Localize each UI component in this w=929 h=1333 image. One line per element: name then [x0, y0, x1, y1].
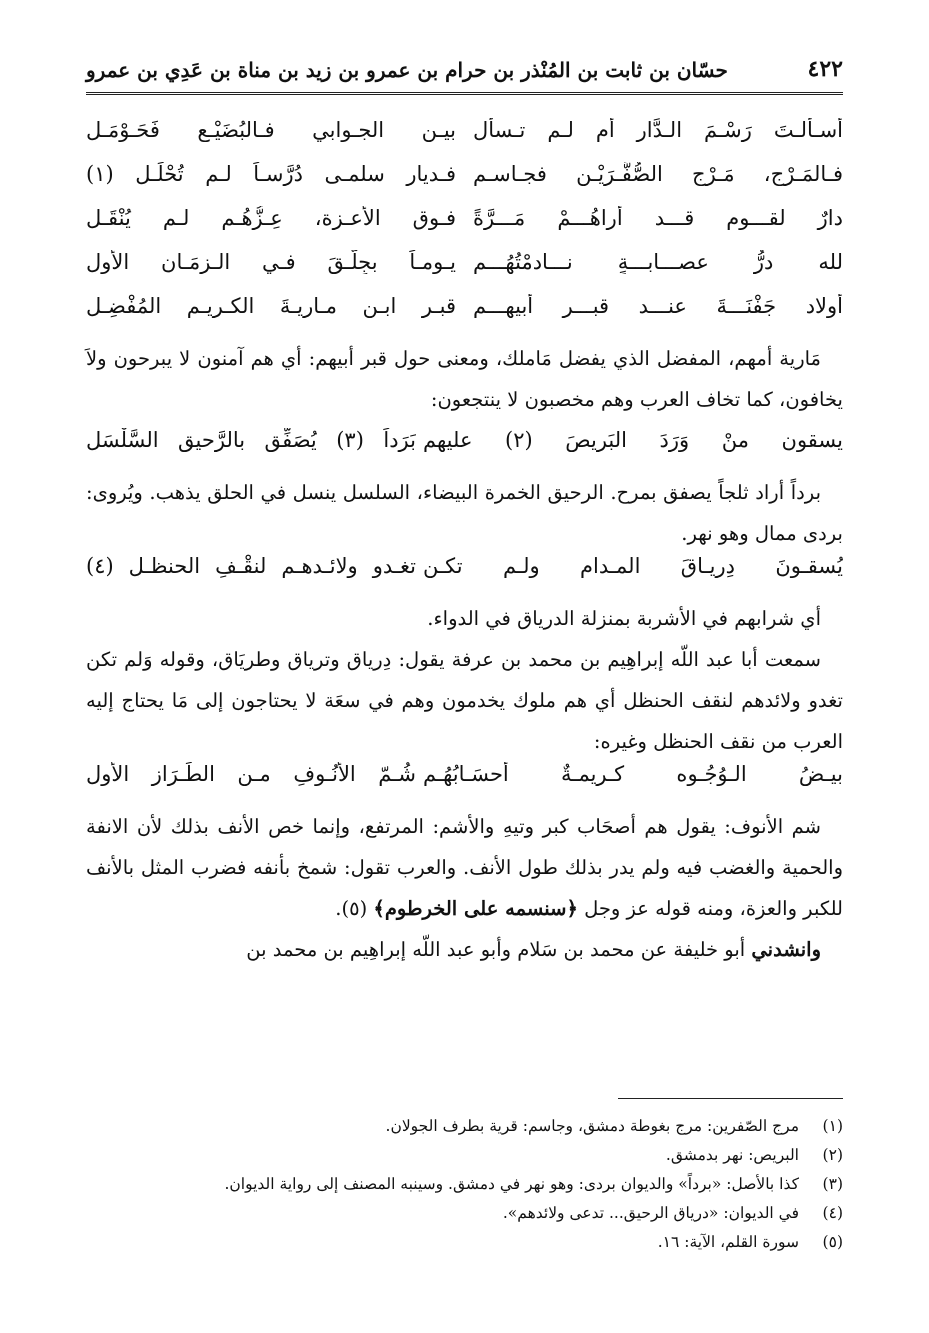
verse-line [86, 762, 843, 806]
footnote [86, 1141, 843, 1170]
commentary-paragraph [86, 929, 843, 970]
verse-second-hemistich: شُـمّ الأُنُـوفِ مـن الطِّـرَازِ الأول [86, 762, 416, 786]
main-text [86, 118, 843, 970]
narration-lead-word: وانشدني [751, 938, 821, 961]
verse-second-hemistich: بَرَداً (٣) يُصَفِّق بالرَّحيقِ السَّلْسَلِ [86, 428, 416, 452]
running-header [86, 48, 843, 96]
running-title: حسّان بن ثابت بن المُنْذر بن حرام بن عمرو بن زيد بن مناة بن عَدِي بن عمرو [86, 58, 728, 82]
page-number: ٤٢٢ [807, 56, 843, 82]
verse-first-hemistich: أسـألـتَ رَسْـمَ الـدَّارِ أم لـم تـسأل [473, 118, 843, 142]
footnote-text: سورة القلم، الآية: ١٦. [657, 1233, 799, 1251]
paragraph-text: شم الأنوف: يقول هم أصحَاب كبر وتيهِ والأشم: المرتفع، وإنما خص الأنف بذلك لأن الانفة والحمية والغضب فيه ولم يدر بذلك طول الأنف. والعرب تقول: شمخ بأنفه فضرب المثل بالأنف للكبر والعزة، ومنه قوله عز وجل [86, 815, 843, 920]
verse-first-hemistich: أولاد جَفْنَـــةَ عنـــد قبـــرِ أبيهِـــم [473, 294, 843, 318]
verse-line [86, 294, 843, 338]
verse-line [86, 206, 843, 250]
paragraph-text: أبو خليفة عن محمد بن سَلام وأبو عبد اللّه إبراهِيم بن محمد بن [246, 938, 746, 961]
verse-second-hemistich: فـوق الأعـزة، عِـزُّهُـم لـم يُنْقَـلِ [86, 206, 456, 230]
footnote-number: (٢) [822, 1146, 843, 1164]
verse-line [86, 554, 843, 598]
verse-line [86, 162, 843, 206]
footnote-text: كذا بالأصل: «برداً» والديوان بردى: وهو نهر في دمشق. وسينبه المصنف إلى رواية الديوان. [224, 1175, 799, 1193]
verse-first-hemistich: فـالمَـرْجِ، مَـرْجِ الصُّفَّـرَيْـن فجـاسـم [473, 162, 843, 186]
footnote-number: (٤) [822, 1204, 843, 1222]
verse-second-hemistich: بيـن الجـوابي فـالبُضَيْـع فَحَـوْمَـلِ [86, 118, 456, 142]
footnote [86, 1199, 843, 1228]
footnote [86, 1112, 843, 1141]
verse-first-hemistich: يُسقـونَ دِريـاقَ المـدام ولـم تكـن [423, 554, 843, 578]
commentary-paragraph: أي شرابهم في الأشربة بمنزلة الدرياق في الدواء. [427, 607, 821, 630]
verse-line [86, 428, 843, 472]
commentary-paragraph: سمعت أبا عبد اللّه إبراهِيم بن محمد بن عرفة يقول: دِرياق وترياق وطريَاق، وقوله وَلم تكن تغدو ولائدهم لنقف الحنظل أي هم ملوك يخدمون وهم في سعَة لا يحتاجون إلى مَا يحتاج إليه العرب من نقف الحنظل وغيره: [86, 648, 843, 753]
footnote-text: البريص: نهر بدمشق. [665, 1146, 799, 1164]
footnote-reference: (٥). [335, 897, 368, 920]
commentary-paragraph: برداً أراد ثلجاً يصفق بمرح. الرحيق الخمرة البيضاء، السلسل ينسل في الحلق يذهب. ويُروى: بردى ممال وهو نهر. [86, 481, 843, 545]
footnote-number: (٣) [822, 1175, 843, 1193]
verse-first-hemistich: يسقون منْ وَرَدَ البَريصَ (٢) عليهمِ [423, 428, 843, 452]
footnote-text: مرج الصّفرين: مرج بغوطة دمشق، وجاسم: قرية بطرف الجولان. [385, 1117, 799, 1135]
verse-first-hemistich: بيـضُ الـوُجُـوه كـريمـةٌ أحسَـابُهُـم [423, 762, 843, 786]
commentary-paragraph: مَارية أمهم، المفضل الذي يفضل مَاملك، ومعنى حول قبر أبيهم: أي هم آمنون لا يبرحون ولاَ يخافون، كما تخاف العرب وهم مخصبون لا ينتجعون: [86, 347, 843, 411]
footnote-number: (١) [822, 1117, 843, 1135]
verse-first-hemistich: لله درُّ عصـــابـــةٍ نـــادمْتُهُـــم [473, 250, 843, 274]
footnote-number: (٥) [822, 1233, 843, 1251]
verse-second-hemistich: قبـرِ ابـنِ مـاريـةَ الكـريـمِ المُفْضِـلِ [86, 294, 456, 318]
header-rule [86, 92, 843, 95]
verse-second-hemistich: فـديار سلمـى دُرَّسـاً لـم تُحْلَـلِ (١) [86, 162, 456, 186]
verse-line [86, 118, 843, 162]
footnote-text: في الديوان: «درياق الرحيق... تدعى ولائدهم». [502, 1204, 799, 1222]
commentary-paragraph [86, 806, 843, 929]
verse-second-hemistich: تغـدو ولائـدهـم لنقْـفِ الحنظـلِ (٤) [86, 554, 416, 578]
footnotes [86, 1112, 843, 1257]
footnote [86, 1228, 843, 1257]
verse-first-hemistich: دارٌ لقـــوم قـــد أراهُـــمْ مَـــرَّةً [473, 206, 843, 230]
verse-line [86, 250, 843, 294]
footnote-separator [618, 1098, 843, 1099]
quran-quote: ﴿سنسمه على الخرطوم﴾ [373, 897, 578, 920]
footnote [86, 1170, 843, 1199]
verse-second-hemistich: يـومـاً بجِلَّـقَ فـي الـزمَـان الأولِ [86, 250, 456, 274]
